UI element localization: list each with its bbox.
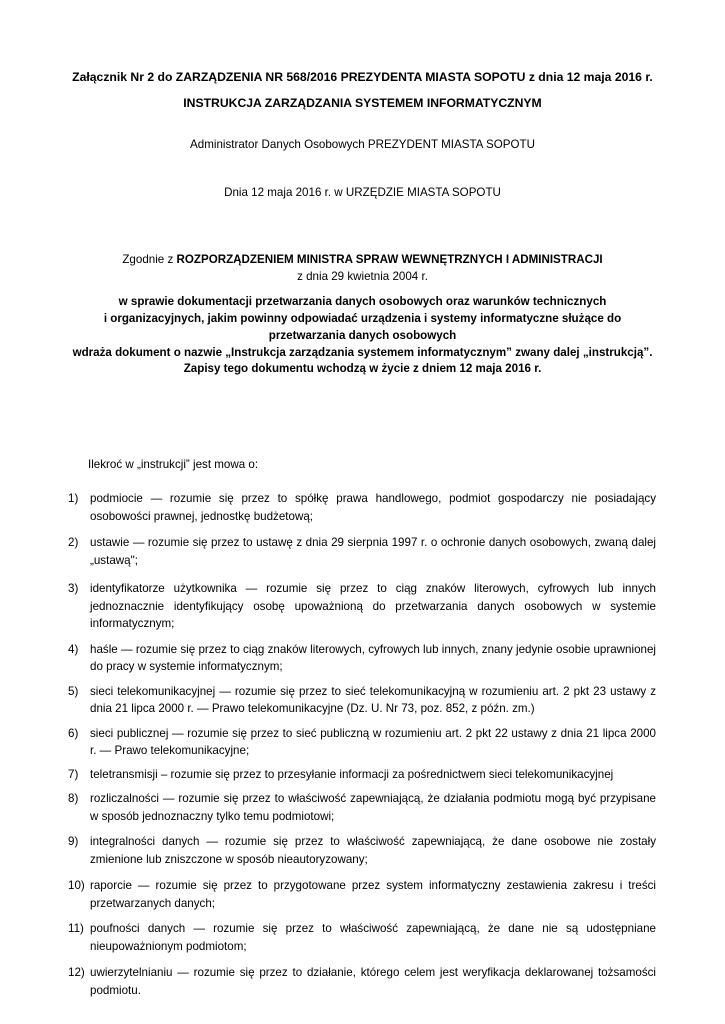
- date-place-line: Dnia 12 maja 2016 r. w URZĘDZIE MIASTA SOPOTU: [224, 186, 501, 199]
- definition-item: [68, 725, 656, 760]
- definition-item: [68, 580, 656, 633]
- definition-item: [68, 683, 656, 718]
- definition-number: 7): [68, 767, 79, 781]
- definition-number: 2): [68, 536, 79, 549]
- definition-text: podmiocie — rozumie się przez to spółkę prawa handlowego, podmiot gospodarczy nie posiadający osobowości prawnej, jednostkę budżetową;: [90, 492, 656, 523]
- definition-number: 6): [68, 726, 79, 740]
- definition-number: 8): [68, 792, 79, 805]
- definition-number: 10): [68, 879, 85, 892]
- definition-number: 5): [68, 684, 79, 698]
- purpose-line-2: i organizacyjnych, jakim powinny odpowiadać urządzenia i systemy informatyczne służące do: [103, 312, 622, 325]
- definition-text: identyfikatorze użytkownika — rozumie się przez to ciąg znaków literowych, cyfrowych lub innych jednoznacznie identyfikujący osobę upoważnioną do przetwarzania danych osobowych w systemie informatycznym;: [90, 582, 656, 630]
- regulation-date: z dnia 29 kwietnia 2004 r.: [297, 270, 428, 283]
- definition-text: sieci telekomunikacyjnej — rozumie się przez to sieć telekomunikacyjną w rozumieniu art. 2 pkt 23 ustawy z dnia 21 lipca 2000 r. — Prawo telekomunikacyjne (Dz. U. Nr 73, poz. 852, z późn. zm.): [90, 684, 656, 715]
- definition-item: [68, 877, 656, 912]
- definition-item: [68, 766, 656, 784]
- definition-text: sieci publicznej — rozumie się przez to sieć publiczną w rozumieniu art. 2 pkt 22 ustawy z dnia 21 lipca 2000 r. — Prawo telekomunikacyjne;: [90, 726, 656, 757]
- purpose-line-3: przetwarzania danych osobowych: [268, 329, 457, 342]
- definition-text: rozliczalności — rozumie się przez to właściwość zapewniającą, że działania podmiotu mogą być przypisane w sposób jednoznaczny tylko temu podmiotowi;: [90, 792, 656, 823]
- definition-item: [68, 490, 656, 525]
- definitions-intro: Ilekroć w „instrukcji” jest mowa o:: [88, 458, 259, 471]
- definition-number: 4): [68, 642, 79, 656]
- definition-number: 3): [68, 582, 79, 595]
- definition-text: teletransmisji – rozumie się przez to przesyłanie informacji za pośrednictwem sieci telekomunikacyjnej: [90, 767, 614, 781]
- definition-text: raporcie — rozumie się przez to przygotowane przez system informatyczny zestawienia zakresu i treści przetwarzanych danych;: [90, 879, 656, 910]
- definition-text: ustawie — rozumie się przez to ustawę z dnia 29 sierpnia 1997 r. o ochronie danych osobowych, zwaną dalej „ustawą";: [90, 536, 656, 567]
- definition-number: 11): [68, 922, 84, 935]
- definition-text: poufności danych — rozumie się przez to właściwość zapewniającą, że dane nie są udostępniane nieupoważnionym podmiotom;: [90, 922, 656, 953]
- definition-item: [68, 641, 656, 676]
- attachment-header: Załącznik Nr 2 do ZARZĄDZENIA NR 568/2016 PREZYDENTA MIASTA SOPOTU z dnia 12 maja 2016 r.: [72, 70, 653, 84]
- definition-item: [68, 534, 656, 569]
- administrator-line: Administrator Danych Osobowych PREZYDENT MIASTA SOPOTU: [190, 138, 535, 151]
- regulation-prefix: Zgodnie z: [122, 253, 177, 266]
- definition-number: 9): [68, 835, 79, 848]
- definitions-list: [68, 482, 656, 999]
- document-title: INSTRUKCJA ZARZĄDZANIA SYSTEMEM INFORMATYCZNYM: [183, 96, 542, 110]
- definition-item: [68, 920, 656, 955]
- purpose-line-5: Zapisy tego dokumentu wchodzą w życie z dniem 12 maja 2016 r.: [183, 362, 542, 375]
- definition-text: uwierzytelnianiu — rozumie się przez to działanie, którego celem jest weryfikacja deklarowanej tożsamości podmiotu.: [90, 966, 656, 997]
- definition-item: [68, 964, 656, 999]
- definition-item: [68, 790, 656, 825]
- regulation-line: [0, 253, 725, 266]
- definition-number: 1): [68, 492, 79, 505]
- definition-text: haśle — rozumie się przez to ciąg znaków literowych, cyfrowych lub innych, znany jedynie osobie uprawnionej do pracy w systemie informatycznym;: [90, 642, 656, 673]
- purpose-line-4: wdraża dokument o nazwie „Instrukcja zarządzania systemem informatycznym” zwany dalej „instrukcją”.: [72, 346, 653, 359]
- definition-text: integralności danych — rozumie się przez to właściwość zapewniającą, że dane osobowe nie zostały zmienione lub zniszczone w sposób nieautoryzowany;: [90, 835, 656, 866]
- definition-number: 12): [68, 966, 85, 979]
- purpose-line-1: w sprawie dokumentacji przetwarzania danych osobowych oraz warunków technicznych: [118, 295, 607, 308]
- definition-item: [68, 833, 656, 868]
- regulation-name: ROZPORZĄDZENIEM MINISTRA SPRAW WEWNĘTRZNYCH I ADMINISTRACJI: [176, 253, 603, 266]
